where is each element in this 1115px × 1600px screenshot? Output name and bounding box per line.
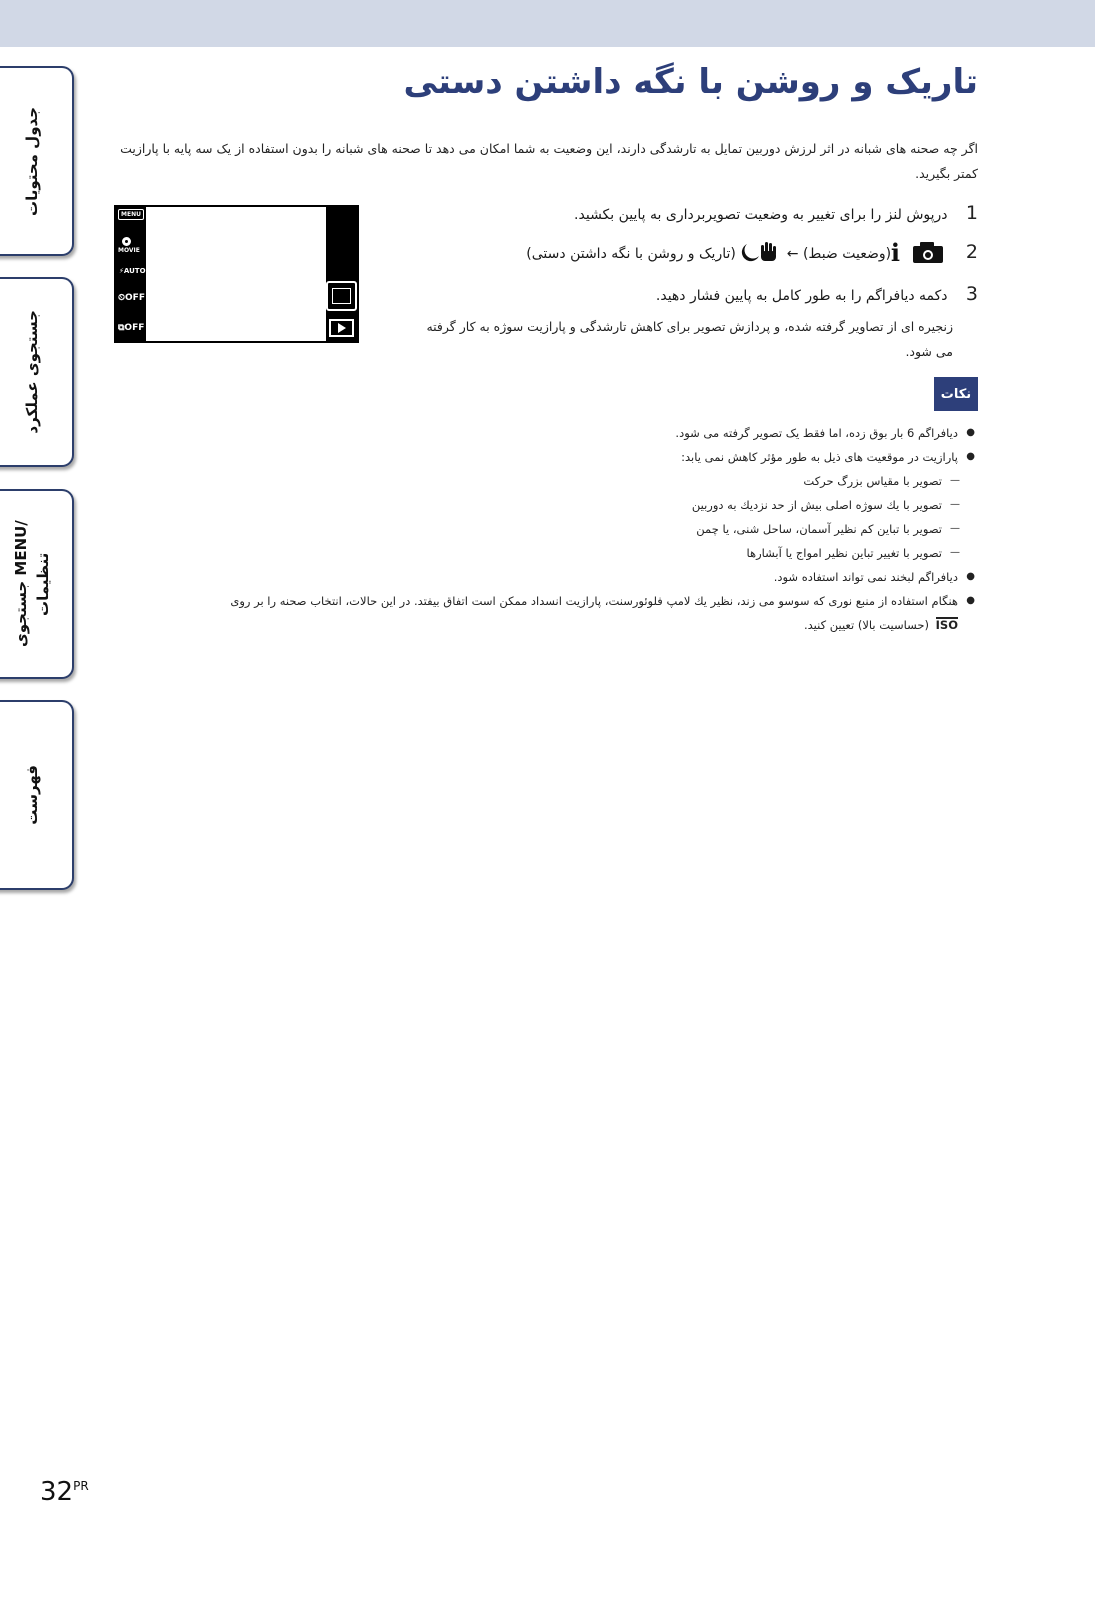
tab-table-of-contents[interactable]: جدول محتویات (0, 66, 74, 256)
note-subitem: — تصویر با تباين کم نظير آسمان، ساحل شنی، یا چمن (696, 522, 960, 536)
note-subitem: — تصویر با مقیاس بزرگ حرکت (803, 474, 960, 488)
step-number: 3 (965, 283, 978, 305)
movie-icon (122, 237, 131, 246)
step-text: درپوش لنز را برای تغییر به وضعیت تصویربرداری به پایین بکشید. (574, 207, 948, 223)
step-number: 2 (965, 241, 978, 263)
step-3-note: زنجیره ای از تصاویر گرفته شده، و پردازش تصویر برای کاهش تارشدگی و پارازیت سوژه به کار گرفته می شود. (426, 319, 953, 359)
notes-heading: نکات (934, 377, 978, 411)
step-2 (526, 240, 978, 268)
lcd-screen-area (146, 207, 326, 341)
camera-mode-icon (326, 281, 357, 311)
step-1 (574, 202, 978, 224)
step-number: 1 (965, 202, 978, 224)
note-subitem: — تصویر با يك سوژه اصلی بیش از حد نزديك به دوربين (691, 498, 960, 512)
tab-index[interactable]: فهرست (0, 700, 74, 890)
note-subitem: — تصویر با تغيير تباين نظير امواج يا آبشارها (746, 546, 960, 560)
iso-high-sensitivity-icon: ISO (935, 618, 958, 632)
page-number: $32^{PR}$ (40, 1477, 89, 1507)
playback-icon (329, 319, 354, 337)
note-item-continued: ISO (حساسیت بالا) تعیین کنید. (803, 618, 958, 632)
hand-held-twilight-icon (744, 241, 778, 267)
intro-paragraph: اگر چه صحنه های شبانه در اثر لرزش دوربین تمایل به تارشدگی دارند، این وضعیت به شما امکان می دهد تا صحنه های شبانه را بدون استفاده از یک سه پایه با پارازیت کمتر بگیرید. (120, 141, 978, 181)
step-text-recording-mode: (وضعیت ضبط) (802, 246, 892, 262)
step-3 (656, 283, 978, 305)
note-item: ● هنگام استفاده از منبع نوری که سوسو می زند، نظير يك لامپ فلوئورسنت، پارازيت انسداد ممكن است اتفاق بيفتد. در اين حالات، انتخاب صحنه را بر روی (230, 594, 975, 608)
menu-icon: MENU (118, 209, 144, 220)
note-item: ● دیافراگم لبخند نمی تواند استفاده شود. (773, 570, 975, 584)
note-item: ● پارازیت در موقعیت های ذیل به طور مؤثر کاهش نمی یابد: (681, 450, 975, 464)
svg-text:i: i (890, 238, 900, 267)
intelligent-auto-camera-icon (890, 238, 944, 268)
tab-operation-search[interactable]: جستجوی عملکرد (0, 277, 74, 467)
page-title: تاریک و روشن با نگه داشتن دستی (403, 62, 978, 102)
note-item: ● دیافراگم 6 بار بوق زده، اما فقط یک تصویر گرفته می شود. (675, 426, 975, 440)
self-timer-icon: ⏲OFF (118, 293, 145, 303)
tab-menu-settings-search[interactable]: جستجوی MENU/تنظیمات (0, 489, 74, 679)
arrow-icon: ← (786, 246, 799, 262)
drive-mode-icon: ⧉OFF (118, 323, 145, 333)
movie-label: MOVIE (118, 247, 140, 254)
camera-lcd-illustration (114, 205, 359, 343)
top-banner (0, 0, 1095, 47)
notes-list (138, 421, 978, 637)
flash-icon: ⚡AUTO (119, 267, 146, 275)
step-text: دکمه دیافراگم را به طور کامل به پایین فشار دهید. (655, 288, 948, 304)
step-text-mode-name: (تاریک و روشن با نگه داشتن دستی) (526, 246, 736, 262)
